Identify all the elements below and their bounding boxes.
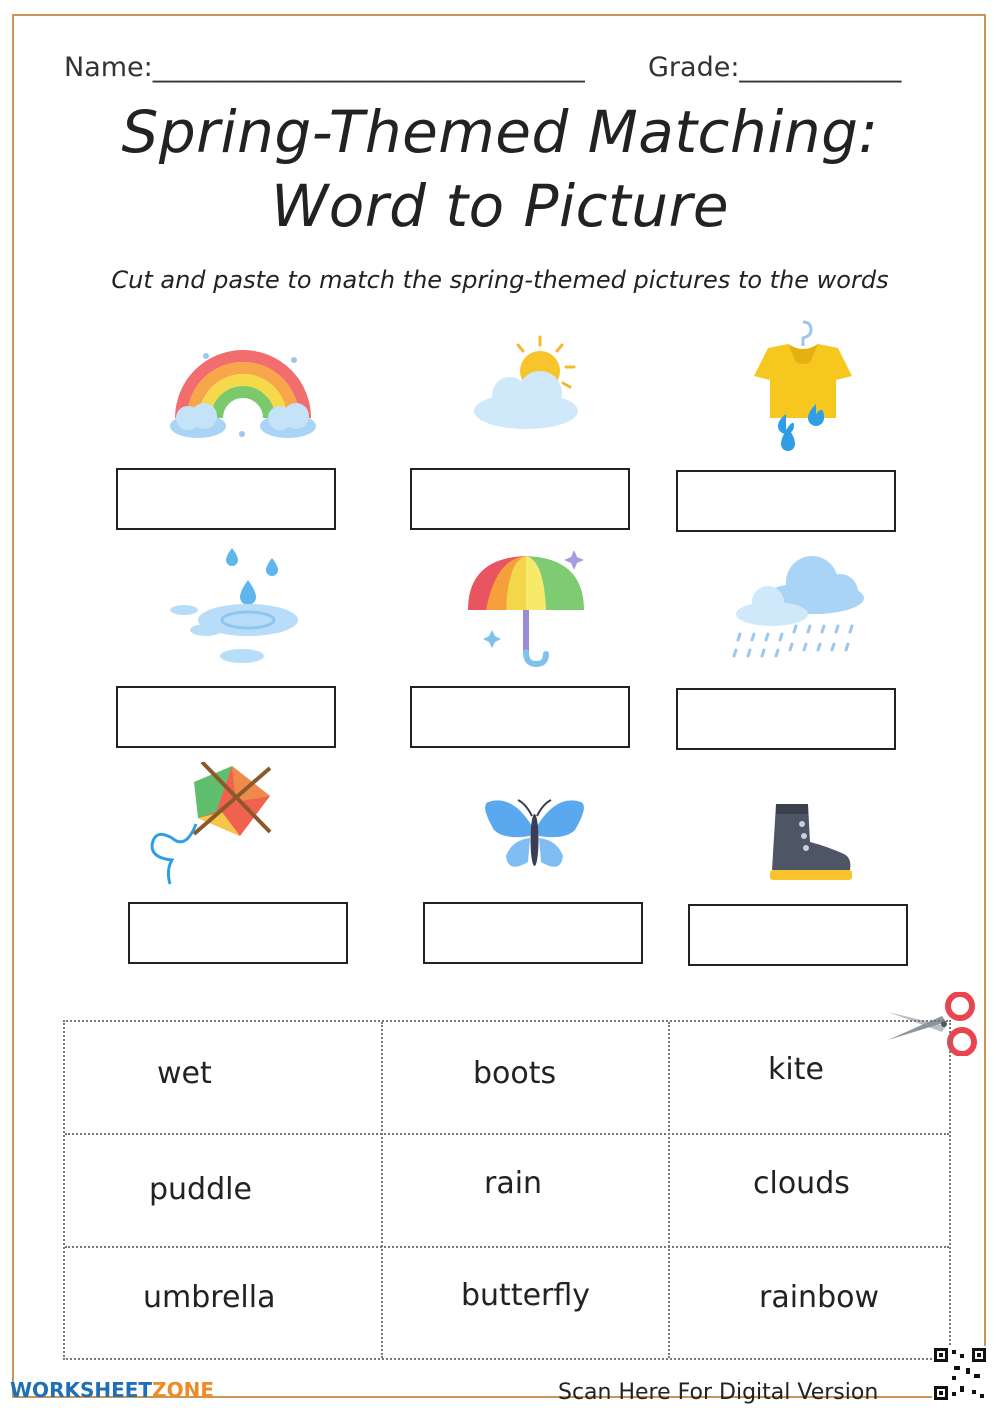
scan-instruction: Scan Here For Digital Version: [558, 1380, 879, 1405]
word-card[interactable]: rain: [484, 1166, 543, 1201]
boot-icon: [766, 798, 856, 884]
answer-box[interactable]: [410, 686, 630, 748]
answer-box[interactable]: [410, 468, 630, 530]
word-card[interactable]: puddle: [149, 1172, 252, 1207]
rainbow-icon: [166, 348, 321, 443]
answer-box[interactable]: [688, 904, 908, 966]
word-card[interactable]: kite: [768, 1052, 824, 1087]
word-card[interactable]: butterfly: [461, 1278, 591, 1313]
brand-logo: [10, 1378, 214, 1402]
instructions: Cut and paste to match the spring-themed pictures to the words: [111, 266, 889, 294]
word-card[interactable]: wet: [157, 1056, 212, 1091]
page-title-line1: Spring-Themed Matching:: [121, 98, 879, 166]
word-card[interactable]: boots: [473, 1056, 557, 1091]
answer-box[interactable]: [676, 688, 896, 750]
umbrella-icon: [464, 546, 589, 671]
answer-box[interactable]: [116, 468, 336, 530]
answer-box[interactable]: [676, 470, 896, 532]
brand-logo-text-zone: ZONE: [152, 1378, 214, 1402]
answer-box[interactable]: [116, 686, 336, 748]
rain-cloud-icon: [728, 552, 868, 667]
page-title-line2: Word to Picture: [270, 172, 730, 240]
butterfly-icon: [482, 796, 587, 878]
word-card[interactable]: clouds: [753, 1166, 850, 1201]
answer-box[interactable]: [128, 902, 348, 964]
brand-logo-text: WORKSHEET: [10, 1378, 153, 1402]
qr-code-icon[interactable]: [932, 1346, 988, 1402]
word-card[interactable]: rainbow: [759, 1280, 879, 1315]
word-cutout-grid: [63, 1020, 951, 1360]
word-card[interactable]: umbrella: [143, 1280, 276, 1315]
wet-shirt-icon: [748, 318, 858, 453]
grade-field[interactable]: Grade:____________: [648, 52, 902, 83]
sun-cloud-icon: [468, 333, 583, 433]
kite-icon: [146, 762, 276, 897]
puddle-icon: [166, 544, 301, 669]
answer-box[interactable]: [423, 902, 643, 964]
name-field[interactable]: Name:________________________________: [64, 52, 585, 83]
